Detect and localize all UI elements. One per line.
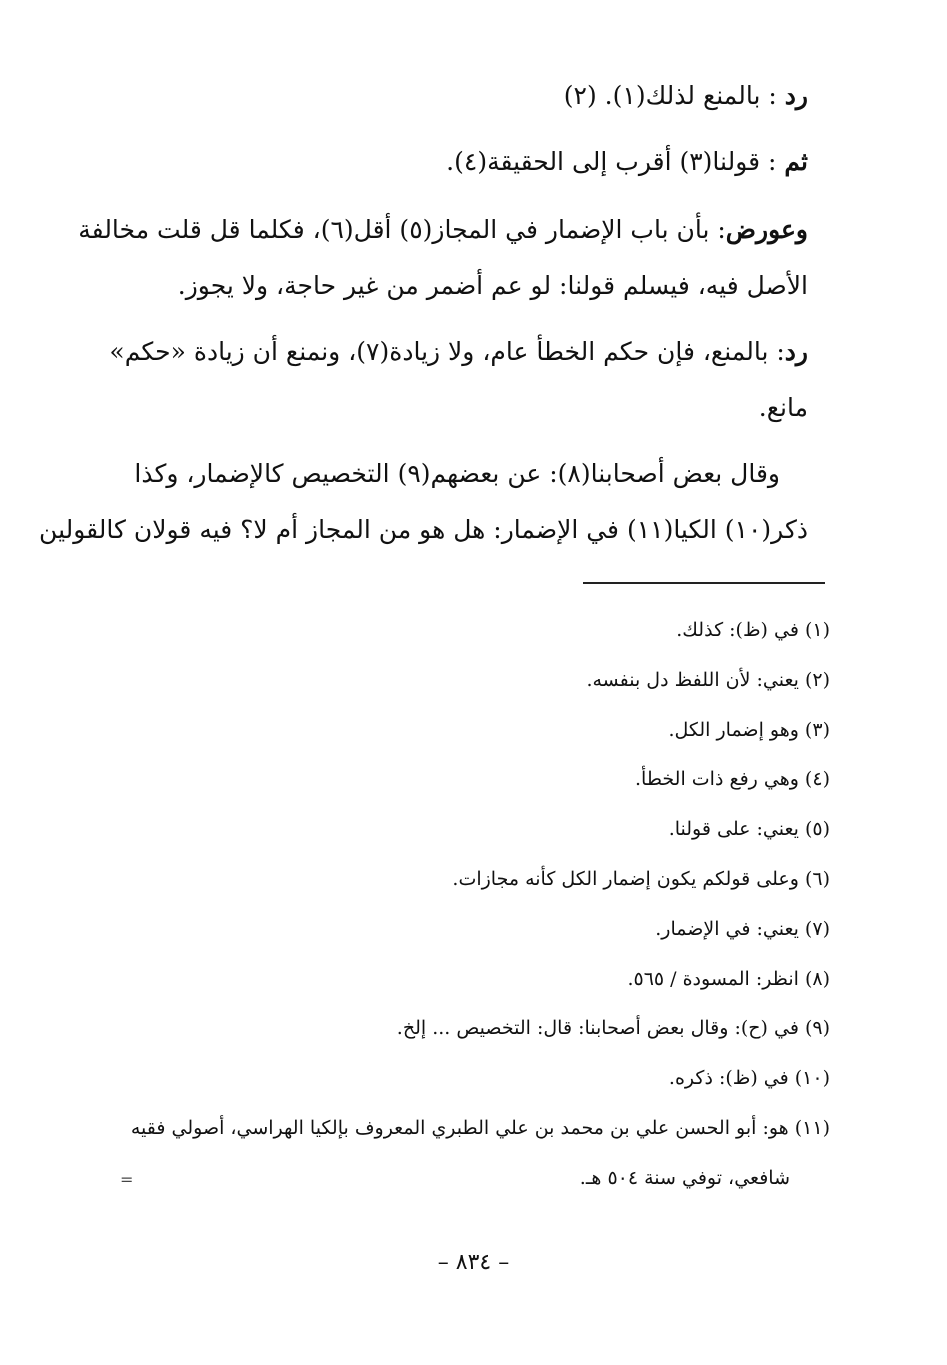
text-line: مانع. xyxy=(758,393,808,422)
text-line: : بالمنع لذلك(١). (٢) xyxy=(563,81,785,110)
footnote-4: (٤) وهي رفع ذات الخطأ. xyxy=(635,768,830,791)
paragraph-thumma xyxy=(100,134,808,190)
main-text xyxy=(39,68,808,558)
footnote-2: (٢) يعني: لأن اللفظ دل بنفسه. xyxy=(586,668,830,691)
footnote-5: (٥) يعني: على قولنا. xyxy=(668,818,830,841)
footnote-11: (١١) هو: أبو الحسن علي بن محمد بن علي الطبري المعروف بإلكيا الهراسي، أصولي فقيه xyxy=(130,1116,830,1139)
text-line: : بأن باب الإضمار في المجاز(٥) أقل(٦)، فكلما قل قلت مخالفة xyxy=(78,215,726,244)
page-number: – ٨٣٤ – xyxy=(437,1250,510,1275)
continuation-mark: = xyxy=(120,1170,134,1189)
text-line: الأصل فيه، فيسلم قولنا: لو عم أضمر من غير حاجة، ولا يجوز. xyxy=(177,271,808,300)
text-line: وقال بعض أصحابنا(٨): عن بعضهم(٩) التخصيص كالإضمار، وكذا xyxy=(134,459,780,488)
paragraph-label: وعورض xyxy=(725,215,808,244)
paragraph-uwrida-line-2 xyxy=(100,258,808,314)
footnote-3: (٣) وهو إضمار الكل. xyxy=(668,718,830,741)
footnote-6: (٦) وعلى قولكم يكون إضمار الكل كأنه مجازات. xyxy=(452,867,830,890)
paragraph-qala-line-1 xyxy=(100,446,808,502)
paragraph-label: ثم xyxy=(784,147,808,176)
paragraph-rad-2-line-2 xyxy=(100,380,808,436)
footnote-10: (١٠) في (ظ): ذكره. xyxy=(668,1067,830,1090)
text-line: : بالمنع، فإن حكم الخطأ عام، ولا زيادة(٧)، ونمنع أن زيادة «حكم» xyxy=(109,337,785,366)
footnote-8: (٨) انظر: المسودة / ٥٦٥. xyxy=(627,967,830,990)
footnote-1: (١) في (ظ): كذلك. xyxy=(676,619,830,641)
footnote-11-continuation: شافعي، توفي سنة ٥٠٤ هـ. xyxy=(579,1166,790,1189)
text-line: : قولنا(٣) أقرب إلى الحقيقة(٤). xyxy=(446,147,785,176)
paragraph-qala-line-2 xyxy=(39,502,808,558)
paragraph-uwrida-line-1 xyxy=(78,202,808,258)
text-line: ذكر(١٠) الكيا(١١) في الإضمار: هل هو من المجاز أم لا؟ فيه قولان كالقولين xyxy=(39,515,808,544)
paragraph-rad-1 xyxy=(100,68,808,124)
footnote-separator xyxy=(583,582,825,584)
paragraph-label: رد xyxy=(784,337,808,366)
paragraph-rad-2-line-1 xyxy=(100,324,808,380)
footnote-9: (٩) في (ح): وقال بعض أصحابنا: قال: التخصيص ... إلخ. xyxy=(396,1017,830,1040)
paragraph-label: رد xyxy=(784,81,808,110)
footnote-7: (٧) يعني: في الإضمار. xyxy=(655,917,830,940)
footnotes xyxy=(100,610,830,1208)
